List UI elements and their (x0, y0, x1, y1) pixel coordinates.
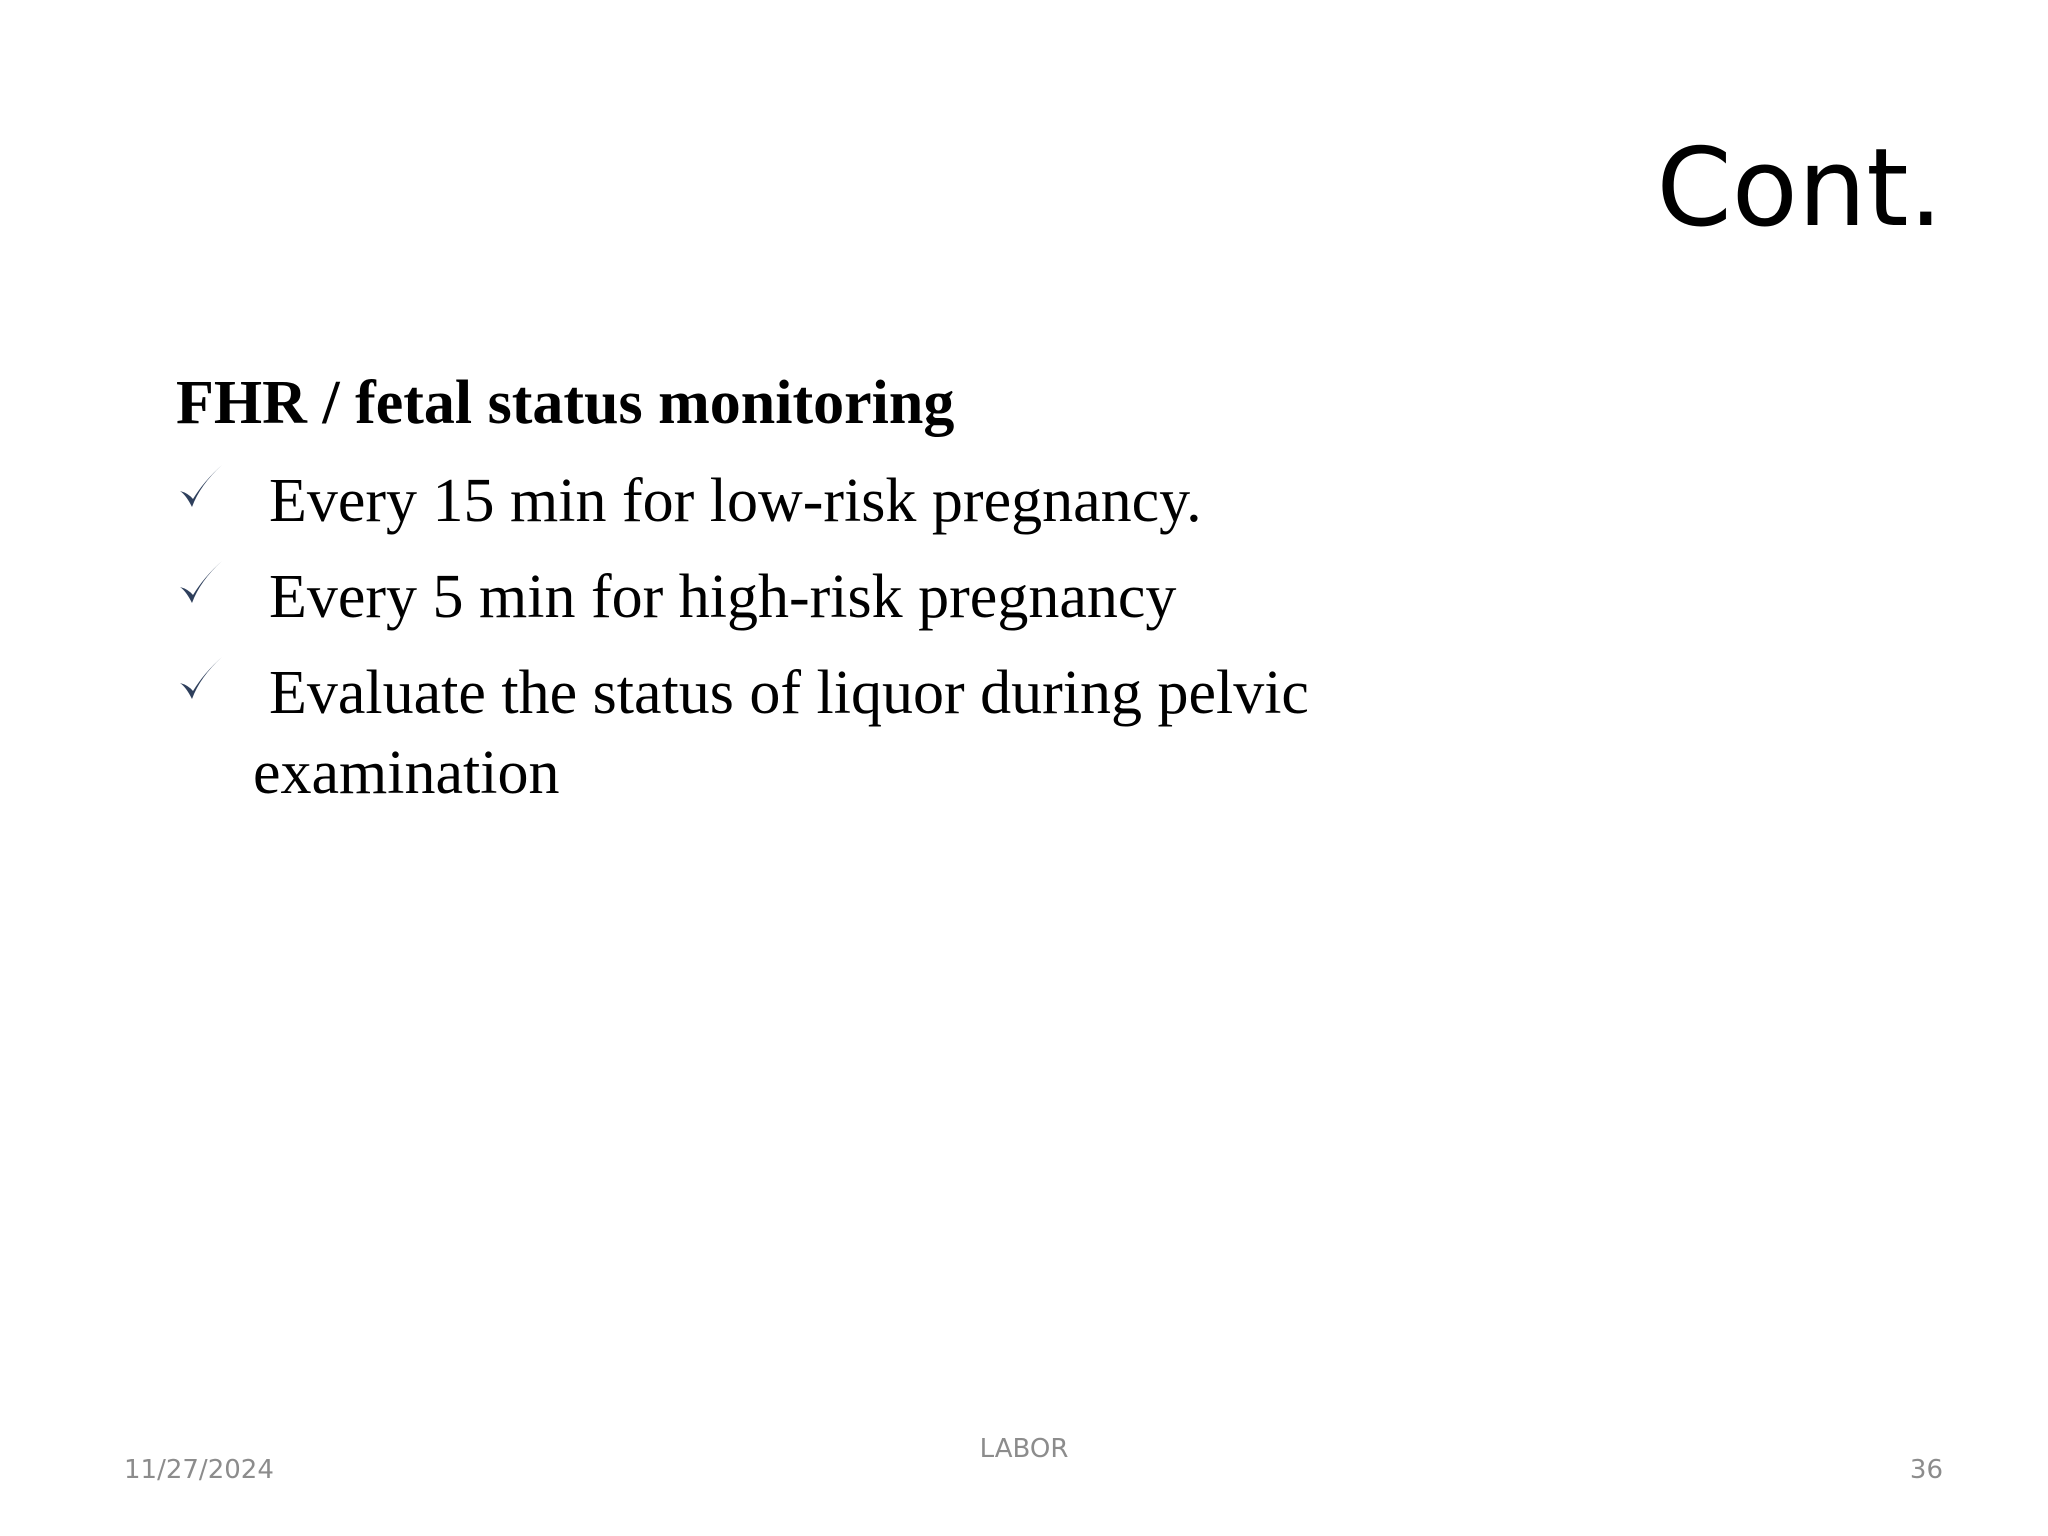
bullet-text: Every 15 min for low-risk pregnancy. (269, 467, 1202, 535)
footer-label: LABOR (979, 1434, 1069, 1464)
list-item (176, 653, 1576, 813)
page-number: 36 (1909, 1455, 1943, 1485)
check-icon (176, 557, 226, 617)
bullet-text: Every 5 min for high-risk pregnancy (269, 563, 1177, 631)
slide-content (176, 365, 1576, 829)
list-item (176, 557, 1576, 637)
footer-date: 11/27/2024 (124, 1455, 274, 1485)
slide-title: Cont. (1656, 126, 1943, 251)
bullet-text: Evaluate the status of liquor during pelvic examination (253, 659, 1309, 807)
content-heading: FHR / fetal status monitoring (176, 369, 955, 437)
check-icon (176, 653, 226, 713)
bullet-list (176, 461, 1576, 813)
check-icon (176, 461, 226, 521)
list-item (176, 461, 1576, 541)
